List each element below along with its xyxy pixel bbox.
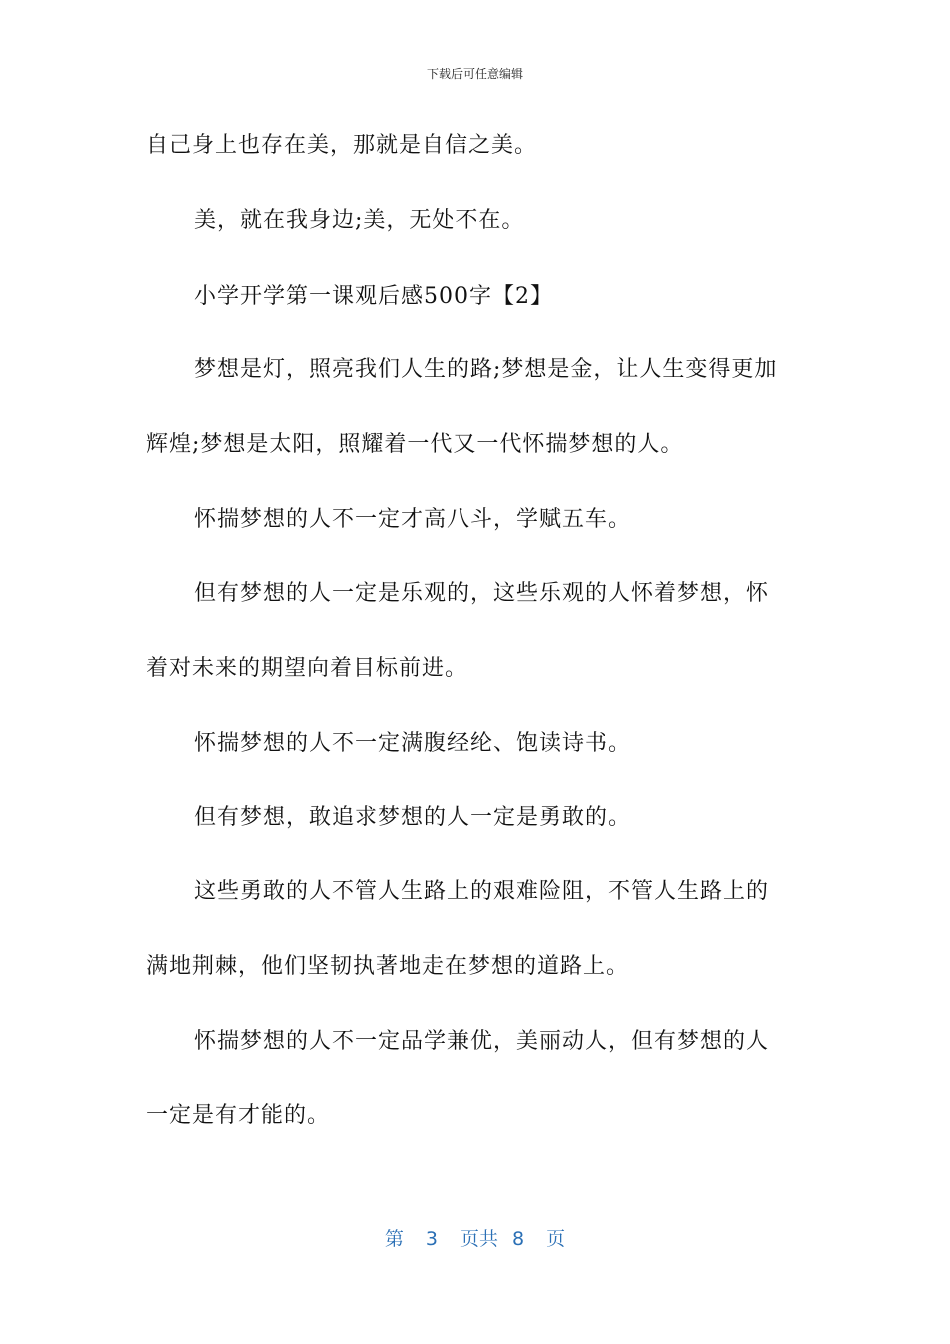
current-page-number: 3 [425, 1228, 438, 1250]
body-line: 辉煌;梦想是太阳，照耀着一代又一代怀揣梦想的人。 [146, 432, 684, 457]
body-line: 怀揣梦想的人不一定才高八斗，学赋五车。 [194, 507, 632, 532]
page-middle: 页共 [459, 1228, 498, 1250]
body-line: 梦想是灯，照亮我们人生的路;梦想是金，让人生变得更加 [194, 357, 778, 382]
page-prefix: 第 [384, 1228, 404, 1250]
body-line: 一定是有才能的。 [146, 1103, 331, 1128]
page-header-note: 下载后可任意编辑 [426, 67, 523, 81]
body-line: 满地荆棘，他们坚韧执著地走在梦想的道路上。 [146, 954, 630, 979]
body-line: 怀揣梦想的人不一定满腹经纶、饱读诗书。 [194, 731, 632, 756]
body-line: 怀揣梦想的人不一定品学兼优，美丽动人，但有梦想的人 [194, 1029, 770, 1054]
page-suffix: 页 [546, 1228, 566, 1250]
body-line: 但有梦想的人一定是乐观的，这些乐观的人怀着梦想，怀 [194, 581, 770, 606]
body-line: 但有梦想，敢追求梦想的人一定是勇敢的。 [194, 805, 632, 830]
body-line: 自己身上也存在美，那就是自信之美。 [146, 133, 538, 158]
body-line: 着对未来的期望向着目标前进。 [146, 656, 469, 681]
total-pages-number: 8 [512, 1228, 525, 1250]
section-heading: 小学开学第一课观后感500字【2】 [194, 284, 553, 309]
body-line: 美，就在我身边;美，无处不在。 [194, 208, 525, 233]
body-line: 这些勇敢的人不管人生路上的艰难险阻，不管人生路上的 [194, 879, 770, 904]
page-number-footer [0, 1226, 950, 1252]
